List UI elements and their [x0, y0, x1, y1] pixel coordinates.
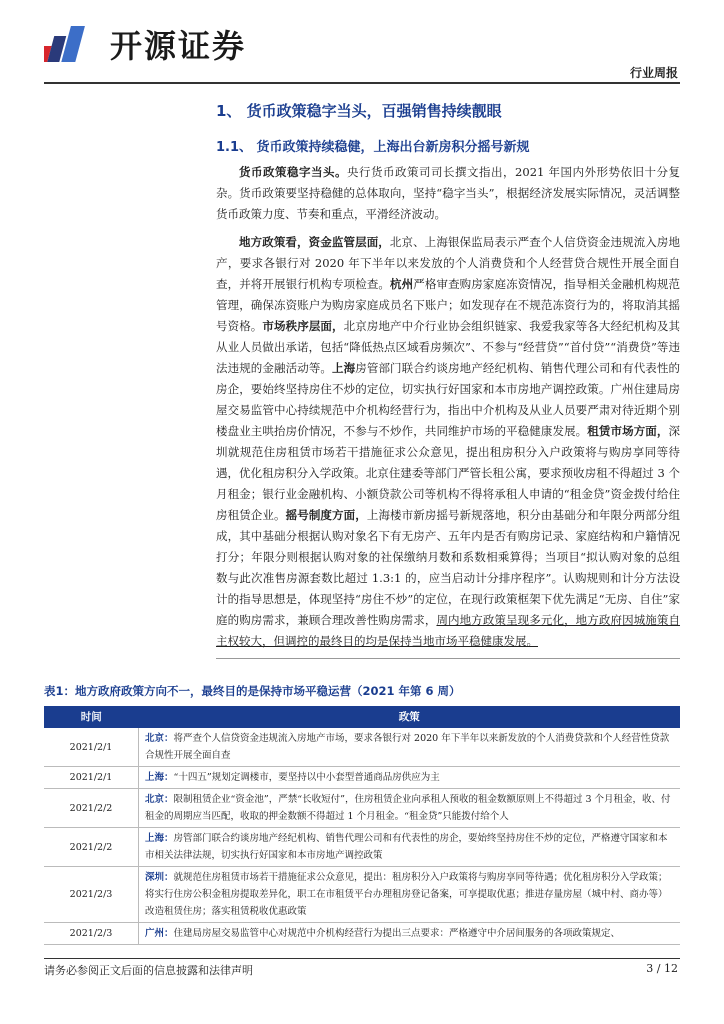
para2-lead1: 地方政策看，资金监管层面， — [239, 235, 390, 249]
row-policy — [139, 828, 681, 867]
row-date: 2021/2/2 — [44, 789, 139, 828]
section-heading: 1、 货币政策稳字当头，百强销售持续靓眼 — [216, 102, 502, 120]
row-date: 2021/2/3 — [44, 923, 139, 945]
row-date: 2021/2/2 — [44, 828, 139, 867]
row-policy-text: 限制租赁企业“资金池”，严禁“长收短付”，住房租赁企业向承租人预收的租金数额原则上不得超过 3 个月租金，收、付租金的周期应当匹配，收取的押金数额不得超过 1 个月租金。“租金贷”只能拨付给个人 — [145, 794, 671, 822]
para2-lead2: 杭州 — [390, 277, 414, 291]
row-city: 北京： — [145, 733, 174, 744]
table-header-row — [44, 706, 680, 728]
row-policy — [139, 867, 681, 923]
table-title: 表1：地方政府政策方向不一，最终目的是保持市场平稳运营（2021 年第 6 周） — [44, 684, 461, 698]
row-city: 深圳： — [145, 872, 174, 883]
row-date: 2021/2/1 — [44, 728, 139, 767]
col-header-policy: 政策 — [139, 706, 681, 728]
paragraph-local-policy — [216, 232, 680, 652]
table-row — [44, 767, 680, 789]
para1-lead: 货币政策稳字当头。 — [239, 165, 348, 179]
brand-logo — [44, 22, 246, 66]
row-city: 上海： — [145, 772, 174, 783]
row-policy-text: 就规范住房租赁市场若干措施征求公众意见，提出：租房积分入户政策将与购房享同等待遇；优化租房积分入学政策；将实行住房公积金租房提取差异化，职工在市租赁平台办理租房登记备案，可享提取优惠；推进存量房屋（城中村、商办等）改造租赁住房；落实租赁税收优惠政策 — [145, 872, 668, 917]
para2-text4: 房管部门联合约谈房地产经纪机构、销售代理公司和有代表性的房企，要始终坚持房住不炒的定位，切实执行好国家和本市房地产调控政策。广州住建局房屋交易监管中心持续规范中介机构经营行为，指出中介机构及从业人员要严肃对待近期个别楼盘业主哄抬房价情况，不参与不炒作，共同维护市场的平稳健康发展。 — [216, 361, 681, 438]
row-city: 广州： — [145, 928, 174, 939]
table-row — [44, 828, 680, 867]
row-date: 2021/2/1 — [44, 767, 139, 789]
header-divider — [44, 82, 680, 84]
table-row — [44, 923, 680, 945]
para2-text3: 北京房地产中介行业协会组织链家、我爱我家等各大经纪机构及其从业人员做出承诺，包括“降低热点区域看房频次”、不参与“经营贷”“首付贷”“消费贷”等违法违规的金融活动等。 — [216, 319, 681, 375]
table-row — [44, 789, 680, 828]
page-number: 3 / 12 — [646, 962, 678, 975]
para2-text2: 严格审查购房家庭冻资情况，指导相关金融机构规范管理，确保冻资账户为购房家庭成员名下账户；如发现存在不规范冻资行为的，将取消其摇号资格。 — [216, 277, 681, 333]
para2-lead4: 上海 — [332, 361, 356, 375]
row-policy — [139, 923, 681, 945]
table-row — [44, 867, 680, 923]
row-policy-text: 房管部门联合约谈房地产经纪机构、销售代理公司和有代表性的房企，要始终坚持房住不炒的定位，严格遵守国家和本市相关法律法规，切实执行好国家和本市房地产调控政策 — [145, 833, 668, 861]
row-policy — [139, 728, 681, 767]
para2-text1: 北京、上海银保监局表示严查个人信贷资金违规流入房地产，要求各银行对 2020 年下半年以来发放的个人消费贷和个人经营贷合规性开展全面自查，并将开展银行机构专项检查。 — [216, 235, 680, 291]
section-divider — [216, 658, 680, 659]
col-header-time: 时间 — [44, 706, 139, 728]
row-policy — [139, 767, 681, 789]
footer-divider — [44, 958, 680, 959]
brand-name: 开源证券 — [110, 27, 247, 65]
row-policy-text: 住建局房屋交易监管中心对规范中介机构经营行为提出三点要求：严格遵守中介居间服务的各项政策规定、 — [173, 928, 621, 939]
para2-text5: 深圳就规范住房租赁市场若干措施征求公众意见，提出租房积分入户政策将与购房享同等待遇，优化租房积分入学政策。北京住建委等部门严管长租公寓，要求预收房租不得超过 3 个月租金；银行业金融机构、小额贷款公司等机构不得将承租人申请的“租金贷”资金拨付给住房租赁企业。 — [216, 424, 680, 522]
row-policy — [139, 789, 681, 828]
para1-text: 央行货币政策司司长撰文指出，2021 年国内外形势依旧十分复杂。货币政策要坚持稳健的总体取向，坚持“稳字当头”，根据经济发展实际情况，灵活调整货币政策力度、节奏和重点，平滑经济波动。 — [216, 165, 681, 221]
para2-underlined-conclusion: 周内地方政策呈现多元化，地方政府因城施策自主权较大，但调控的最终目的均是保持当地市场平稳健康发展。 — [216, 613, 681, 648]
policy-table — [44, 706, 680, 945]
footer-disclaimer: 请务必参阅正文后面的信息披露和法律声明 — [44, 964, 253, 977]
para2-lead5: 租赁市场方面， — [587, 424, 669, 438]
para2-lead3: 市场秩序层面， — [262, 319, 344, 333]
para2-text6: 上海楼市新房摇号新规落地，积分由基础分和年限分两部分组成，其中基础分根据认购对象名下有无房产、五年内是否有购房记录、家庭结构和户籍情况打分；年限分则根据认购对象的社保缴纳月数和系数相乘算得；当项目“拟认购对象的总组数与此次准售房源套数比超过 1.3:1 的，应当启动计分排序程序”。认购规则和计分方法设计的指导思想是，体现坚持“房住不炒”的定位，在现行政策框架下优先满足“无房、自住”家庭的购房需求，兼顾合理改善性购房需求， — [216, 508, 681, 627]
report-type: 行业周报 — [629, 66, 678, 80]
row-city: 上海： — [145, 833, 174, 844]
row-date: 2021/2/3 — [44, 867, 139, 923]
row-city: 北京： — [145, 794, 174, 805]
para2-lead6: 摇号制度方面， — [285, 508, 367, 522]
logo-mark-icon — [44, 22, 102, 66]
subsection-heading: 1.1、 货币政策持续稳健，上海出台新房积分摇号新规 — [216, 140, 530, 155]
row-policy-text: 将严查个人信贷资金违规流入房地产市场，要求各银行对 2020 年下半年以来新发放的个人消费贷款和个人经营性贷款合规性开展全面自查 — [145, 733, 670, 761]
paragraph-monetary — [216, 162, 680, 225]
row-policy-text: “十四五”规划定调楼市，要坚持以中小套型普通商品房供应为主 — [173, 772, 440, 783]
table-row — [44, 728, 680, 767]
